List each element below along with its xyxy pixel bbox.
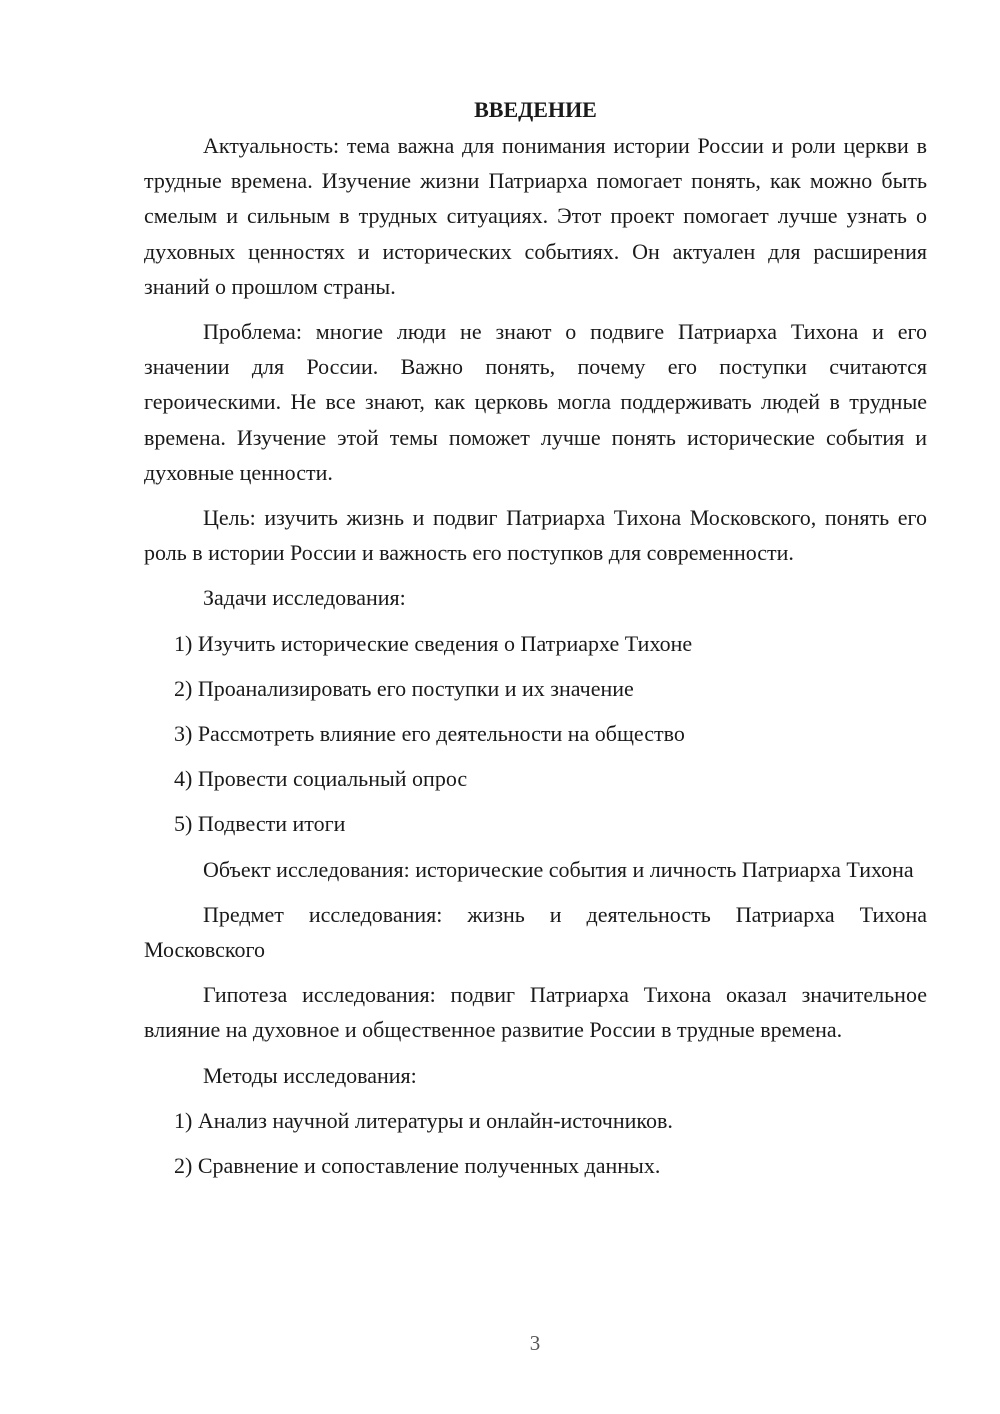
hypothesis-paragraph: Гипотеза исследования: подвиг Патриарха Тихона оказал значительное влияние на духовное и общественное развитие России в трудные времена. — [144, 982, 927, 1043]
tasks-list — [144, 626, 927, 842]
subject-paragraph: Предмет исследования: жизнь и деятельность Патриарха Тихона Московского — [144, 901, 927, 963]
method-item: 1) Анализ научной литературы и онлайн-источников. — [174, 1107, 673, 1133]
page-number: 3 — [529, 1331, 541, 1355]
task-item: 1) Изучить исторические сведения о Патриархе Тихоне — [174, 630, 693, 656]
object-paragraph: Объект исследования: исторические события и личность Патриарха Тихона — [203, 856, 914, 882]
task-item: 5) Подвести итоги — [174, 811, 346, 837]
tasks-heading: Задачи исследования: — [203, 585, 406, 611]
method-item: 2) Сравнение и сопоставление полученных данных. — [174, 1153, 661, 1179]
task-item: 4) Провести социальный опрос — [174, 766, 468, 792]
goal-paragraph: Цель: изучить жизнь и подвиг Патриарха Тихона Московского, понять его роль в истории России и важность его поступков для современности. — [144, 505, 927, 566]
task-item: 2) Проанализировать его поступки и их значение — [174, 675, 634, 701]
relevance-paragraph: Актуальность: тема важна для понимания истории России и роли церкви в трудные времена. Изучение жизни Патриарха помогает понять, как можно быть смелым и сильным в трудных ситуациях. Этот проект помогает лучше узнать о духовных ценностях и исторических событиях. Он актуален для расширения знаний о прошлом страны. — [144, 133, 927, 299]
page-content — [144, 92, 927, 1193]
methods-list — [144, 1103, 927, 1183]
section-title: ВВЕДЕНИЕ — [474, 97, 597, 122]
problem-paragraph: Проблема: многие люди не знают о подвиге Патриарха Тихона и его значении для России. Важно понять, почему его поступки считаются героическими. Не все знают, как церковь могла поддерживать людей в трудные времена. Изучение этой темы поможет лучше понять исторические события и духовные ценности. — [144, 319, 927, 485]
methods-heading: Методы исследования: — [203, 1062, 417, 1088]
task-item: 3) Рассмотреть влияние его деятельности на общество — [174, 721, 685, 747]
